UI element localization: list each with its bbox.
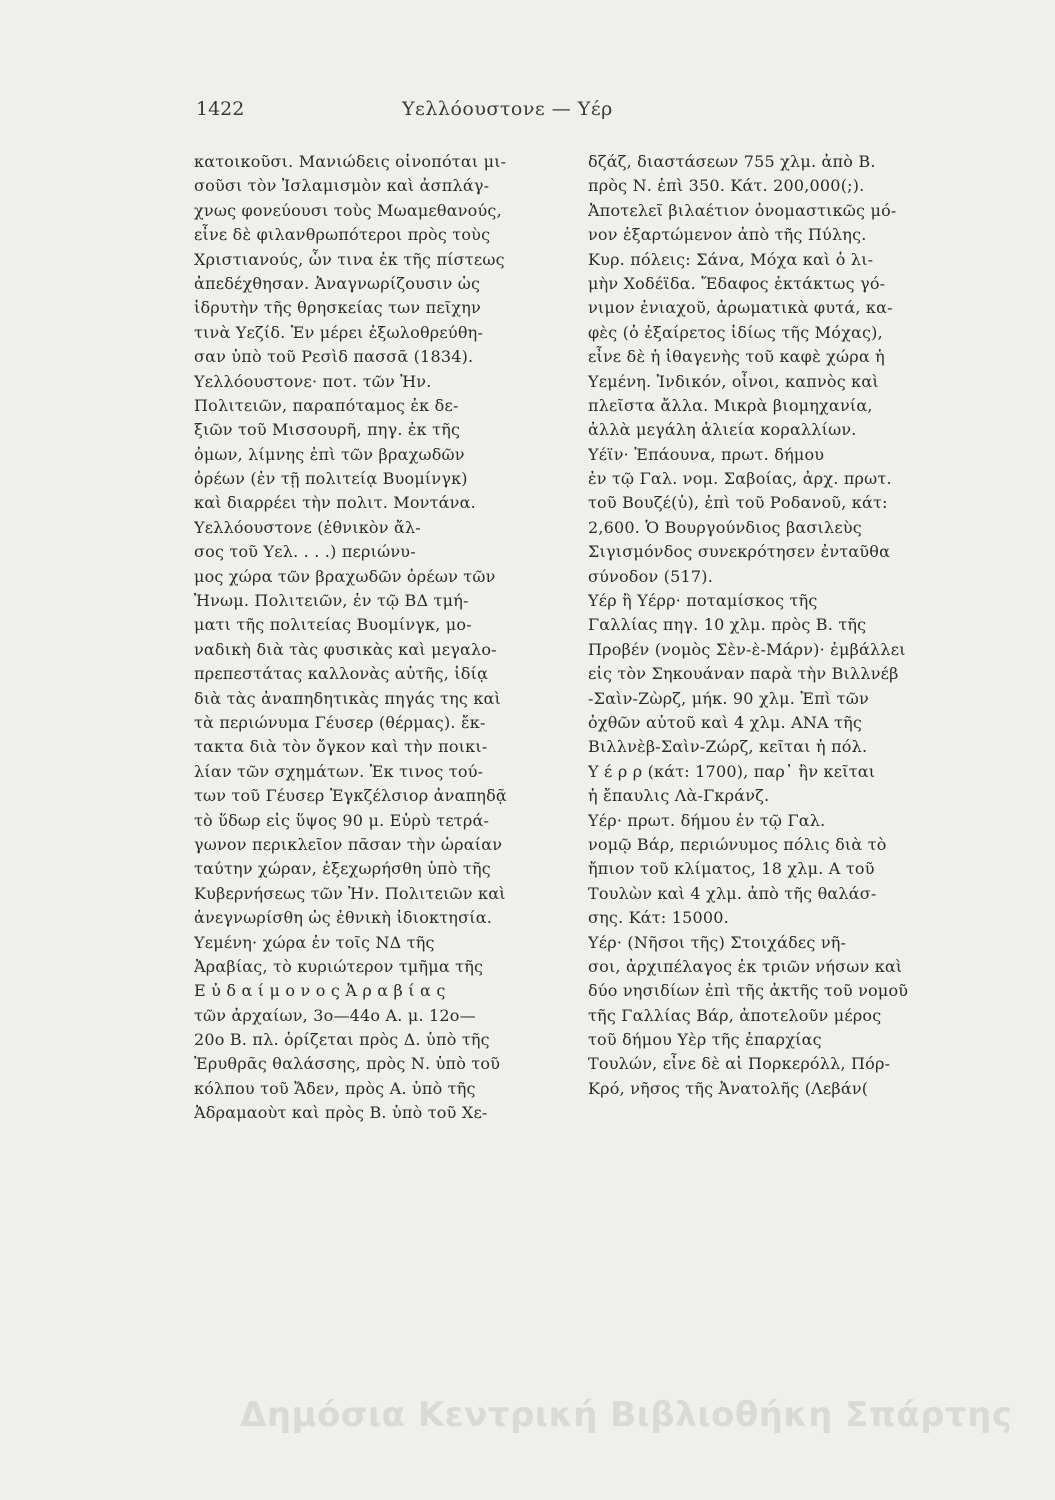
text-line: σοῦσι τὸν Ἰσλαμισμὸν καὶ ἀσπλάγ- bbox=[194, 176, 490, 196]
text-line: διὰ τὰς ἀναπηδητικὰς πηγάς της καὶ bbox=[194, 688, 502, 708]
text-line: των τοῦ Γέυσερ Ἐγκζέλσιορ ἀναπηδᾷ bbox=[194, 786, 507, 806]
page-number: 1422 bbox=[196, 98, 245, 120]
text-line: κατοικοῦσι. Μανιώδεις οἰνοπόται μι- bbox=[194, 152, 507, 171]
text-line: νομῷ Βάρ, περιώνυμος πόλις διὰ τὸ bbox=[588, 834, 887, 854]
text-line: ὀρέων (ἐν τῇ πολιτείᾳ Βυομίνγκ) bbox=[194, 469, 468, 489]
text-line: ταύτην χώραν, ἐξεχωρήσθη ὑπὸ τῆς bbox=[194, 859, 491, 879]
text-line: τὰ περιώνυμα Γέυσερ (θέρμας). ἔκ- bbox=[194, 712, 486, 732]
text-line: Τουλὼν καὶ 4 χλμ. ἀπὸ τῆς θαλάσ- bbox=[588, 883, 877, 903]
text-line: Ε ὐ δ α ί μ ο ν ο ς Ἀ ρ α β ί α ς bbox=[194, 981, 446, 1001]
text-line: πλεῖστα ἄλλα. Μικρὰ βιομηχανία, bbox=[588, 395, 873, 415]
text-line: νιμον ἐνιαχοῦ, ἀρωματικὰ φυτά, κα- bbox=[588, 298, 893, 318]
text-line: χνως φονεύουσι τοὺς Μωαμεθανούς, bbox=[194, 200, 502, 220]
text-line: ξιῶν τοῦ Μισσουρῆ, πηγ. ἐκ τῆς bbox=[194, 420, 461, 440]
text-line: Υελλόουστονε· ποτ. τῶν Ἡν. bbox=[194, 371, 432, 391]
text-line: τῆς Γαλλίας Βάρ, ἀποτελοῦν μέρος bbox=[588, 1005, 882, 1025]
text-line: σαν ὑπὸ τοῦ Ρεσὶδ πασσᾶ (1834). bbox=[194, 347, 474, 367]
text-line: Κυρ. πόλεις: Σάνα, Μόχα καὶ ὁ λι- bbox=[588, 249, 874, 269]
text-line: Υ έ ρ ρ (κάτ: 1700), παρ᾽ ἣν κεῖται bbox=[588, 761, 876, 781]
text-line: Ἀποτελεῖ βιλαέτιον ὀνομαστικῶς μό- bbox=[588, 200, 897, 220]
text-line: Γαλλίας πηγ. 10 χλμ. πρὸς Β. τῆς bbox=[588, 615, 867, 635]
text-line: -Σαὶν-Ζὼρζ, μήκ. 90 χλμ. Ἐπὶ τῶν bbox=[588, 688, 869, 708]
text-line: τὸ ὕδωρ εἰς ὕψος 90 μ. Εὐρὺ τετρά- bbox=[194, 810, 490, 830]
text-line: κόλπου τοῦ Ἄδεν, πρὸς Α. ὑπὸ τῆς bbox=[194, 1078, 476, 1098]
text-line: τακτα διὰ τὸν ὄγκον καὶ τὴν ποικι- bbox=[194, 737, 488, 757]
text-line: Ἀραβίας, τὸ κυριώτερον τμῆμα τῆς bbox=[194, 956, 484, 976]
text-line: ἐν τῷ Γαλ. νομ. Σαβοίας, ἀρχ. πρωτ. bbox=[588, 469, 892, 489]
text-line: Υέϊν· Ἐπάουνα, πρωτ. δήμου bbox=[588, 444, 825, 464]
text-line: ὀχθῶν αὐτοῦ καὶ 4 χλμ. ΑΝΑ τῆς bbox=[588, 712, 863, 732]
text-line: ἡ ἔπαυλις Λὰ-Γκράνζ. bbox=[588, 786, 770, 806]
text-line: σοι, ἀρχιπέλαγος ἐκ τριῶν νήσων καὶ bbox=[588, 956, 903, 976]
text-line: σης. Κάτ: 15000. bbox=[588, 908, 729, 928]
text-line: Ἀδραμαοὺτ καὶ πρὸς Β. ὑπὸ τοῦ Χε- bbox=[194, 1103, 488, 1123]
text-line: 2,600. Ὁ Βουργούνδιος βασιλεὺς bbox=[588, 517, 862, 537]
text-line: πρεπεστάτας καλλονὰς αὐτῆς, ἰδίᾳ bbox=[194, 664, 489, 684]
text-line: φὲς (ὁ ἐξαίρετος ἰδίως τῆς Μόχας), bbox=[588, 322, 883, 342]
left-column bbox=[194, 150, 574, 1126]
text-line: τῶν ἀρχαίων, 3ο—44ο Α. μ. 12ο— bbox=[194, 1005, 476, 1025]
text-line: σος τοῦ Υελ. . . .) περιώνυ- bbox=[194, 542, 416, 562]
text-line: σύνοδον (517). bbox=[588, 566, 713, 586]
text-line: μὴν Χοδέϊδα. Ἔδαφος ἐκτάκτως γό- bbox=[588, 273, 886, 293]
text-line: νον ἐξαρτώμενον ἀπὸ τῆς Πύλης. bbox=[588, 225, 867, 245]
text-line: εἶνε δὲ φιλανθρωπότεροι πρὸς τοὺς bbox=[194, 225, 491, 245]
text-line: Υεμένη. Ἰνδικόν, οἶνοι, καπνὸς καὶ bbox=[588, 371, 879, 391]
text-line: Υεμένη· χώρα ἐν τοῖς ΝΔ τῆς bbox=[194, 932, 435, 952]
text-line: εἶνε δὲ ἡ ἰθαγενὴς τοῦ καφὲ χώρα ἡ bbox=[588, 347, 885, 367]
page-header bbox=[196, 98, 866, 138]
text-line: Σιγισμόνδος συνεκρότησεν ἐνταῦθα bbox=[588, 542, 891, 562]
text-line: Ἐρυθρᾶς θαλάσσης, πρὸς Ν. ὑπὸ τοῦ bbox=[194, 1054, 501, 1074]
text-line: Προβέν (νομὸς Σὲν-ὲ-Μάρν)· ἐμβάλλει bbox=[588, 639, 906, 659]
text-line: λίαν τῶν σχημάτων. Ἐκ τινος τού- bbox=[194, 761, 484, 781]
text-line: γωνον περικλεῖον πᾶσαν τὴν ὡραίαν bbox=[194, 834, 503, 854]
text-line: Κυβερνήσεως τῶν Ἡν. Πολιτειῶν καὶ bbox=[194, 883, 506, 903]
text-line: ὀμων, λίμνης ἐπὶ τῶν βραχωδῶν bbox=[194, 444, 465, 464]
text-line: Υελλόουστονε (ἐθνικὸν ἄλ- bbox=[194, 517, 421, 537]
text-line: ἀλλὰ μεγάλη ἁλιεία κοραλλίων. bbox=[588, 420, 857, 440]
text-line: Τουλών, εἶνε δὲ αἱ Πορκερόλλ, Πόρ- bbox=[588, 1054, 891, 1074]
text-line: μος χώρα τῶν βραχωδῶν ὀρέων τῶν bbox=[194, 566, 496, 586]
text-line: Υέρ· (Νῆσοι τῆς) Στοιχάδες νῆ- bbox=[588, 932, 847, 952]
text-line: Κρό, νῆσος τῆς Ἀνατολῆς (Λεβάν( bbox=[588, 1078, 869, 1098]
running-head: Υελλόουστονε — Υέρ bbox=[402, 98, 613, 120]
text-line: 20ο Β. πλ. ὁρίζεται πρὸς Δ. ὑπὸ τῆς bbox=[194, 1030, 490, 1050]
text-line: δζάζ, διαστάσεων 755 χλμ. ἀπὸ Β. bbox=[588, 152, 876, 171]
text-line: τινὰ Υεζίδ. Ἐν μέρει ἐξωλοθρεύθη- bbox=[194, 322, 484, 342]
text-line: ματι τῆς πολιτείας Βυομίνγκ, μο- bbox=[194, 615, 472, 635]
text-line: εἰς τὸν Σηκουάναν παρὰ τὴν Βιλλνέβ bbox=[588, 664, 899, 684]
text-line: ἱδρυτὴν τῆς θρησκείας των πεῖχην bbox=[194, 298, 481, 318]
text-line: Υέρ ἢ Υέρρ· ποταμίσκος τῆς bbox=[588, 591, 818, 611]
text-line: Βιλλνὲβ-Σαὶν-Ζώρζ, κεῖται ἡ πόλ. bbox=[588, 737, 868, 757]
text-line: δύο νησιδίων ἐπὶ τῆς ἀκτῆς τοῦ νομοῦ bbox=[588, 981, 909, 1001]
library-watermark: Δημόσια Κεντρική Βιβλιοθήκη Σπάρτης bbox=[240, 1395, 1013, 1435]
text-line: Πολιτειῶν, παραπόταμος ἐκ δε- bbox=[194, 395, 459, 415]
text-line: ἀνεγνωρίσθη ὡς ἐθνικὴ ἰδιοκτησία. bbox=[194, 908, 492, 928]
text-line: τοῦ δήμου Υὲρ τῆς ἐπαρχίας bbox=[588, 1030, 822, 1050]
text-line: πρὸς Ν. ἐπὶ 350. Κάτ. 200,000(;). bbox=[588, 176, 865, 196]
right-column bbox=[588, 150, 968, 1101]
text-line: ναδικὴ διὰ τὰς φυσικὰς καὶ μεγαλο- bbox=[194, 639, 497, 659]
text-line: Υέρ· πρωτ. δήμου ἐν τῷ Γαλ. bbox=[588, 810, 826, 830]
text-line: ἀπεδέχθησαν. Ἀναγνωρίζουσιν ὡς bbox=[194, 273, 481, 293]
text-line: καὶ διαρρέει τὴν πολιτ. Μοντάνα. bbox=[194, 493, 476, 513]
text-line: Ἡνωμ. Πολιτειῶν, ἐν τῷ ΒΔ τμή- bbox=[194, 591, 469, 611]
text-line: ἤπιον τοῦ κλίματος, 18 χλμ. Α τοῦ bbox=[588, 859, 875, 879]
text-line: τοῦ Βουζέ(ὑ), ἐπὶ τοῦ Ροδανοῦ, κάτ: bbox=[588, 493, 888, 513]
text-line: Χριστιανούς, ὧν τινα ἐκ τῆς πίστεως bbox=[194, 249, 505, 269]
